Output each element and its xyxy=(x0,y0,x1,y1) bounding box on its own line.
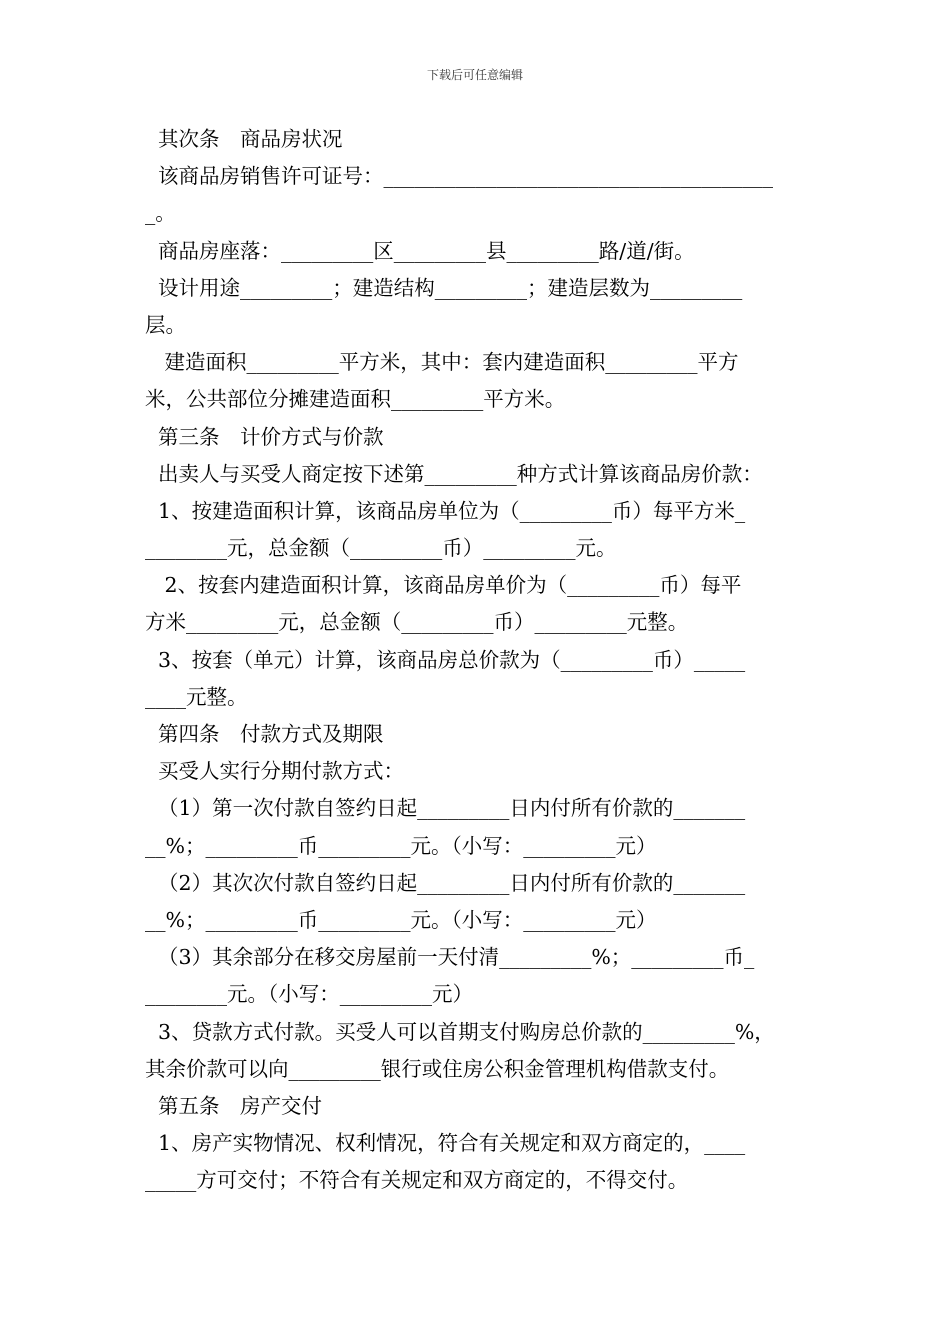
contract-body xyxy=(145,121,807,1199)
installment-2: （2）其次次付款自签约日起_________日内付所有价款的_______ xyxy=(145,870,746,895)
installment-1: （1）第一次付款自签约日起_________日内付所有价款的_______ xyxy=(145,796,746,821)
installment-3: （3）其余部分在移交房屋前一天付清_________%；_________币_ xyxy=(145,945,755,970)
design-use-line: 设计用途_________；建造结构_________；建造层数为_________ xyxy=(145,275,743,300)
installment-3-cont: ________元。（小写：_________元） xyxy=(145,982,473,1007)
sales-permit-line: 该商品房销售许可证号：______________________________________ xyxy=(145,164,774,189)
installment-intro: 买受人实行分期付款方式： xyxy=(145,759,405,784)
pricing-option-1-cont: ________元，总金额（_________币）_________元。 xyxy=(145,536,617,561)
loan-payment-line-cont: 其余价款可以向_________银行或住房公积金管理机构借款支付。 xyxy=(145,1056,730,1081)
design-use-line-cont: 层。 xyxy=(145,312,186,337)
delivery-clause: 1、房产实物情况、权利情况，符合有关规定和双方商定的，____ xyxy=(145,1131,746,1156)
loan-payment-line: 3、贷款方式付款。买受人可以首期支付购房总价款的_________%， xyxy=(145,1019,775,1044)
pricing-option-2-cont: 方米_________元，总金额（_________币）_________元整。 xyxy=(145,610,689,635)
sales-permit-line-cont: _。 xyxy=(145,201,176,226)
installment-1-cont: __%；_________币_________元。（小写：_________元） xyxy=(145,833,657,858)
area-line-cont: 米，公共部位分摊建造面积_________平方米。 xyxy=(145,387,566,412)
pricing-method-line: 出卖人与买受人商定按下述第_________种方式计算该商品房价款： xyxy=(145,461,763,486)
section-3-title: 第三条 计价方式与价款 xyxy=(145,424,384,449)
page-header-note: 下载后可任意编辑 xyxy=(426,68,523,82)
section-5-title: 第五条 房产交付 xyxy=(145,1093,323,1118)
pricing-option-1: 1、按建造面积计算，该商品房单位为（_________币）每平方米_ xyxy=(145,498,746,523)
pricing-option-2: 2、按套内建造面积计算，该商品房单价为（_________币）每平 xyxy=(145,573,742,598)
section-4-title: 第四条 付款方式及期限 xyxy=(145,722,384,746)
location-line: 商品房座落：_________区_________县_________路/道/街。 xyxy=(145,238,695,263)
section-2-title: 其次条 商品房状况 xyxy=(145,127,343,151)
area-line: 建造面积_________平方米，其中：套内建造面积_________平方 xyxy=(145,350,739,375)
pricing-option-3: 3、按套（单元）计算，该商品房总价款为（_________币）_____ xyxy=(145,647,746,672)
installment-2-cont: __%；_________币_________元。（小写：_________元） xyxy=(145,907,657,932)
delivery-clause-cont: _____方可交付；不符合有关规定和双方商定的，不得交付。 xyxy=(145,1168,689,1193)
pricing-option-3-cont: ____元整。 xyxy=(145,684,248,709)
